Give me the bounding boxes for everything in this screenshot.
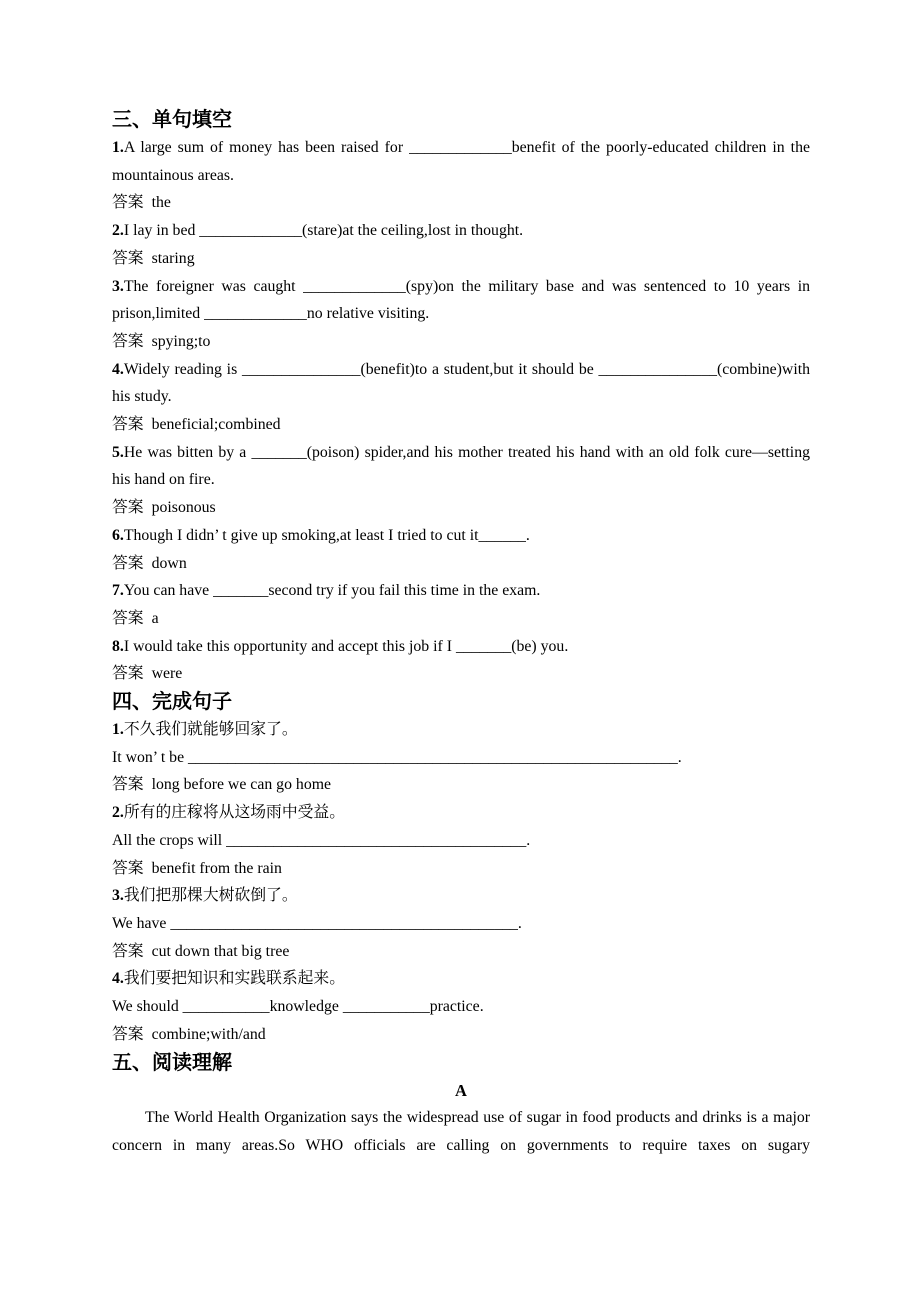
answer-line-7: [112, 605, 810, 633]
answer-line-4: [112, 411, 810, 439]
english-sentence: All the crops will ______________________________________.: [112, 831, 531, 849]
fill-item-7: [112, 577, 810, 605]
item-text: I would take this opportunity and accept this job if I _______(be) you.: [123, 637, 569, 655]
chinese-sentence: 我们要把知识和实践联系起来。: [123, 970, 346, 988]
answer-text: beneficial;combined: [151, 416, 281, 434]
section3-heading: 三、单句填空: [112, 109, 232, 131]
section5-heading: 五、阅读理解: [112, 1051, 232, 1074]
fill-item-5: [112, 439, 810, 494]
item-number: 5.: [112, 443, 124, 461]
sentence-en-4: [112, 993, 810, 1021]
answer-text: a: [151, 609, 159, 627]
answer-label: 答案: [112, 416, 144, 434]
answer-label: 答案: [112, 249, 144, 267]
answer-line-2: [112, 245, 810, 273]
sentence-en-2: [112, 827, 810, 855]
answer-line-s4-1: [112, 771, 810, 799]
answer-label: 答案: [112, 776, 144, 794]
answer-text: long before we can go home: [151, 776, 332, 794]
answer-line-s4-4: [112, 1021, 810, 1049]
sentence-cn-1: [112, 716, 810, 744]
answer-text: cut down that big tree: [151, 942, 290, 960]
sentence-cn-2: [112, 799, 810, 827]
item-number: 6.: [112, 526, 124, 544]
answer-label: 答案: [112, 859, 144, 877]
item-number: 4.: [112, 360, 124, 378]
item-number: 8.: [112, 637, 124, 655]
english-sentence: It won’ t be ______________________________________________________________.: [112, 748, 682, 766]
fill-item-8: [112, 633, 810, 661]
answer-line-s4-2: [112, 855, 810, 883]
chinese-sentence: 所有的庄稼将从这场雨中受益。: [123, 804, 346, 822]
answer-text: combine;with/and: [151, 1025, 266, 1043]
item-number: 7.: [112, 582, 124, 600]
sentence-en-3: [112, 910, 810, 938]
english-sentence: We have ____________________________________________.: [112, 914, 522, 932]
answer-line-3: [112, 328, 810, 356]
item-text: The foreigner was caught _____________(spy)on the military base and was sentenced to 10 years in prison,limited _____________no relative visiting.: [112, 277, 810, 323]
chinese-sentence: 我们把那棵大树砍倒了。: [123, 887, 298, 905]
item-text: Widely reading is _______________(benefit)to a student,but it should be _______________(combine)with his study.: [112, 360, 810, 406]
section4-heading: 四、完成句子: [112, 691, 232, 714]
fill-item-1: [112, 134, 810, 189]
fill-item-2: [112, 217, 810, 245]
reading-paragraph: The World Health Organization says the widespread use of sugar in food products and drinks is a major concern in many areas.So WHO officials are calling on governments to require taxes on sugary: [112, 1109, 810, 1154]
item-text: Though I didn’ t give up smoking,at least I tried to cut it______.: [123, 526, 530, 544]
answer-text: were: [151, 665, 183, 683]
answer-text: staring: [151, 249, 195, 267]
answer-label: 答案: [112, 332, 144, 350]
answer-label: 答案: [112, 665, 144, 683]
chinese-sentence: 不久我们就能够回家了。: [123, 721, 298, 739]
sentence-cn-4: [112, 965, 810, 993]
item-number: 3.: [112, 887, 124, 905]
answer-line-1: [112, 189, 810, 217]
passage-label: A: [455, 1080, 467, 1100]
answer-text: poisonous: [151, 499, 216, 517]
answer-label: 答案: [112, 194, 144, 212]
answer-line-s4-3: [112, 938, 810, 966]
answer-line-6: [112, 550, 810, 578]
fill-item-6: [112, 522, 810, 550]
item-number: 4.: [112, 970, 124, 988]
item-text: I lay in bed _____________(stare)at the ceiling,lost in thought.: [123, 222, 524, 240]
fill-item-3: [112, 273, 810, 328]
answer-line-8: [112, 660, 810, 688]
item-text: He was bitten by a _______(poison) spider,and his mother treated his hand with an old folk cure—setting his hand on fire.: [112, 443, 810, 489]
english-sentence: We should ___________knowledge ___________practice.: [112, 998, 484, 1016]
item-number: 1.: [112, 139, 124, 156]
answer-text: down: [151, 554, 187, 572]
item-number: 1.: [112, 721, 124, 739]
answer-line-5: [112, 494, 810, 522]
sentence-en-1: [112, 744, 810, 772]
answer-label: 答案: [112, 1025, 144, 1043]
answer-label: 答案: [112, 554, 144, 572]
answer-label: 答案: [112, 942, 144, 960]
item-text: A large sum of money has been raised for _____________benefit of the poorly-educated children in the mountainous areas.: [112, 139, 810, 184]
answer-text: the: [151, 194, 171, 212]
item-number: 2.: [112, 804, 124, 822]
fill-item-4: [112, 356, 810, 411]
answer-label: 答案: [112, 499, 144, 517]
item-number: 2.: [112, 222, 124, 240]
answer-text: spying;to: [151, 332, 211, 350]
answer-text: benefit from the rain: [151, 859, 282, 877]
item-number: 3.: [112, 277, 124, 295]
sentence-cn-3: [112, 882, 810, 910]
answer-label: 答案: [112, 609, 144, 627]
item-text: You can have _______second try if you fail this time in the exam.: [123, 582, 541, 600]
